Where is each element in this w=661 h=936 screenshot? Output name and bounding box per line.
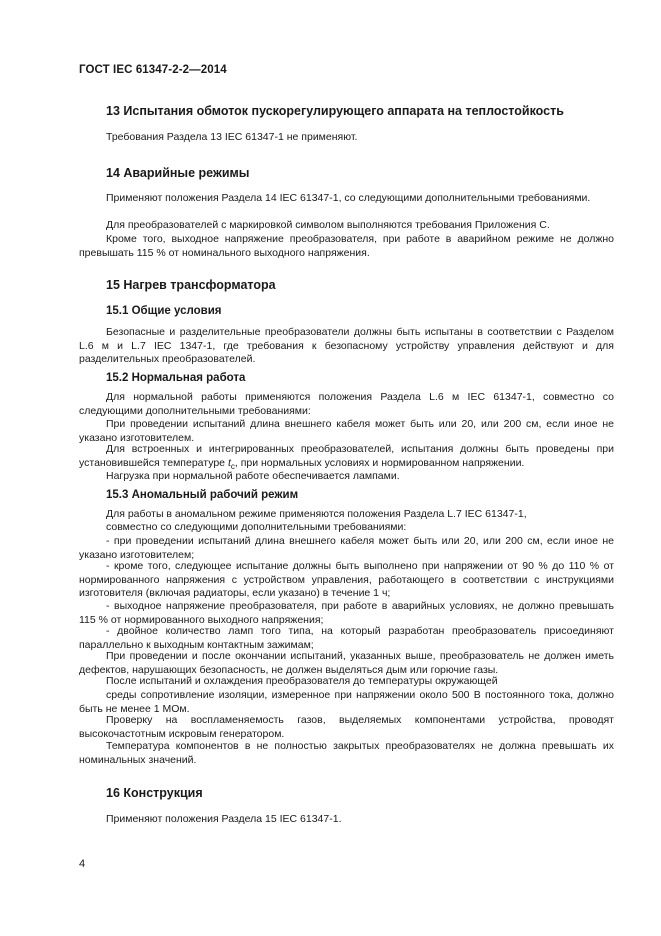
- section-13-title: 13 Испытания обмоток пускорегулирующего аппарата на теплостойкость: [106, 104, 564, 118]
- section-15-3-paragraph-5: - выходное напряжение преобразователя, при работе в аварийных условиях, не должно превышать 115 % от нормированного выходного напряжения;: [79, 600, 614, 626]
- section-15-3-paragraph-2: совместно со следующими дополнительными требованиями:: [106, 521, 407, 533]
- section-15-title: 15 Нагрев трансформатора: [106, 278, 276, 292]
- temperature-symbol: t: [227, 456, 231, 469]
- section-15-3-paragraph-7: При проведении и после окончании испытаний, указанных выше, преобразователь не должен иметь дефектов, нарушающих безопасность, не должен выделяться дым или горючие газы.: [79, 650, 614, 676]
- section-15-3-paragraph-1: Для работы в аномальном режиме применяются положения Раздела L.7 IEC 61347-1,: [106, 508, 527, 520]
- section-15-3-paragraph-3: - при проведении испытаний длина внешнего кабеля может быть или 20, или 200 см, если иное не указано изготовителем;: [79, 535, 614, 561]
- page-number: 4: [79, 858, 86, 870]
- temperature-subscript: c: [230, 461, 235, 471]
- section-15-2-paragraph-2: При проведении испытаний длина внешнего кабеля может быть или 20, или 200 см, если иное не указано изготовителем.: [79, 418, 614, 444]
- section-16-title: 16 Конструкция: [106, 786, 203, 800]
- section-13-paragraph: Требования Раздела 13 IEC 61347-1 не применяют.: [106, 131, 358, 143]
- section-14-paragraph-1: Применяют положения Раздела 14 IEC 61347-1, со следующими дополнительными требованиями.: [106, 192, 591, 204]
- section-15-1-paragraph: Безопасные и разделительные преобразователи должны быть испытаны в соответствии с Разделом L.6 м и L.7 IEC 1347-1, где требования к безопасному устройству управления действуют и для разделительных преобразователей.: [79, 326, 614, 366]
- section-15-3-paragraph-9: среды сопротивление изоляции, измеренное при напряжении около 500 В постоянного тока, должно быть не менее 1 МОм.: [79, 689, 614, 715]
- section-15-2-paragraph-4: Нагрузка при нормальной работе обеспечивается лампами.: [106, 470, 400, 482]
- section-15-2-paragraph-1: Для нормальной работы применяются положения Раздела L.6 м IEC 61347-1, совместно со следующими дополнительными требованиями:: [79, 391, 614, 417]
- section-16-paragraph: Применяют положения Раздела 15 IEC 61347-1.: [106, 813, 342, 825]
- section-15-3-paragraph-4: - кроме того, следующее испытание должны быть выполнено при напряжении от 90 % до 110 % от нормированного напряжения с устройством управления, работающего в соответствии с инструкциями изготовителя (включая радиаторы, если указано) в течение 1 ч;: [79, 560, 614, 600]
- section-15-3-paragraph-11: Температура компонентов в не полностью закрытых преобразователях не должна превышать их номинальных значений.: [79, 740, 614, 766]
- section-15-3-paragraph-6: - двойное количество ламп того типа, на который разработан преобразователь присоединяют параллельно к выходным контактным зажимам;: [79, 625, 614, 651]
- paragraph-3-text-a: Для встроенных и интегрированных преобразователей, испытания должны быть проведены при установившейся температуре: [79, 443, 614, 469]
- section-15-2-paragraph-3: [79, 443, 614, 474]
- paragraph-3-text-b: , при нормальных условиях и нормированном напряжении.: [234, 456, 525, 469]
- section-15-1-title: 15.1 Общие условия: [106, 305, 222, 317]
- section-14-paragraph-3: Кроме того, выходное напряжение преобразователя, при работе в аварийном режиме не должно превышать 115 % от номинального выходного напряжения.: [79, 233, 614, 259]
- section-15-3-title: 15.3 Аномальный рабочий режим: [106, 489, 299, 501]
- document-header: ГОСТ IEC 61347-2-2—2014: [79, 64, 227, 76]
- section-15-3-paragraph-8: После испытаний и охлаждения преобразователя до температуры окружающей: [106, 675, 498, 687]
- section-14-title: 14 Аварийные режимы: [106, 166, 250, 180]
- section-14-paragraph-2: Для преобразователей с маркировкой символом выполняются требования Приложения С.: [106, 219, 550, 231]
- section-15-2-title: 15.2 Нормальная работа: [106, 372, 246, 384]
- section-15-3-paragraph-10: Проверку на воспламеняемость газов, выделяемых компонентами устройства, проводят высокочастотным искровым генератором.: [79, 714, 614, 740]
